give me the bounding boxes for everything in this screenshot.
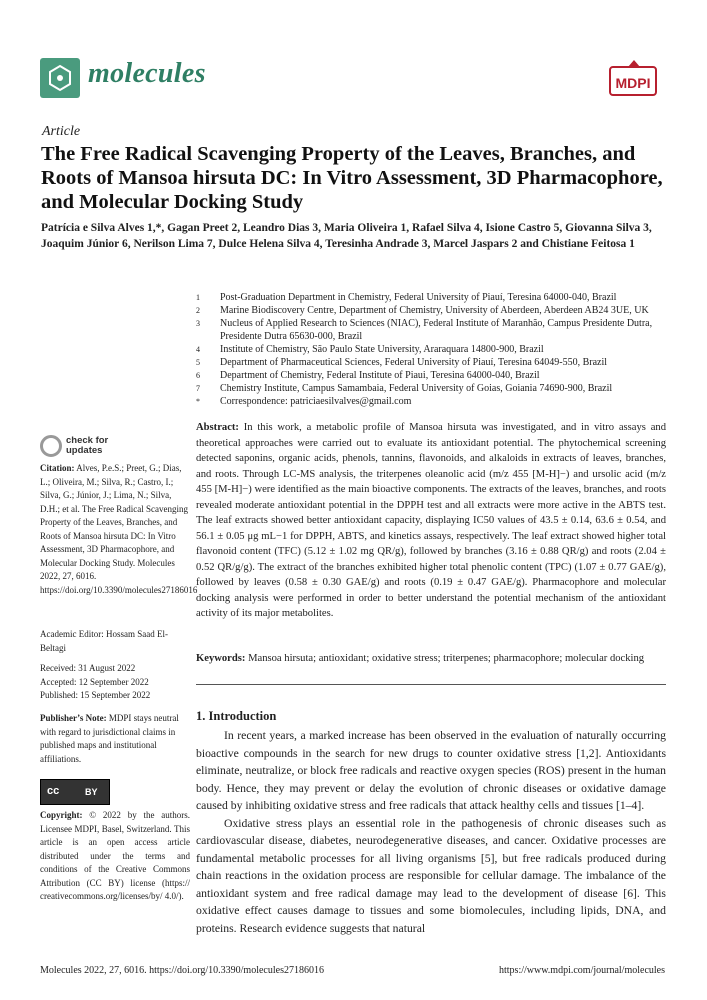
check-for-updates-button[interactable] [40,435,130,459]
abstract [196,420,666,622]
affiliation-item: 4 Institute of Chemistry, São Paulo State University, Araraquara 14800-900, Brazil [196,344,544,355]
affiliation-item: 6 Department of Chemistry, Federal Institute of Piaui, Teresina 64000-040, Brazil [196,370,540,381]
cc-by-license-icon[interactable] [40,779,110,805]
article-title: The Free Radical Scavenging Property of the Leaves, Branches, and Roots of Mansoa hirsuta DC: In Vitro Assessment, 3D Pharmacophore, and Molecular Docking Study [41,143,663,213]
citation-block [40,462,198,597]
abstract-label: Abstract: [196,422,239,433]
journal-logo-icon [40,58,80,98]
affiliations [196,291,666,408]
citation-label: Citation: [40,463,75,473]
affiliation-item: 7 Chemistry Institute, Campus Samambaia, Federal University of Goias, Goiania 74690-900, Brazil [196,383,613,394]
check-updates-label: check for updates [66,435,109,456]
footer-journal-link[interactable]: https://www.mdpi.com/journal/molecules [499,965,665,976]
divider [196,684,666,685]
introduction-body [196,727,666,937]
paragraph: Oxidative stress plays an essential role in the pathogenesis of chronic diseases such as cardiovascular disease, diabetes, neurodegenerative diseases, and cancer. Oxidative processes are fundamental metabolic processes for all living organisms [5], but free radicals produced during chain reactions in the oxidation process are responsible for cellular damage. The imbalance of the antioxidant system and free radical damage may lead to the development of disease [6]. This oxidative effect causes damage to tissues and some biomolecules, including lipids, DNA, and proteins. Research evidence suggests that natural [196,816,666,935]
keywords-label: Keywords: [196,653,246,664]
cc-icon-label: cc [47,785,60,797]
keywords-text: Mansoa hirsuta; antioxidant; oxidative stress; triterpenes; pharmacophore; molecular docking [248,653,645,664]
abstract-text: In this work, a metabolic profile of Mansoa hirsuta was investigated, and in vitro assays and theoretical approaches were carried out to evaluate its antioxidant potential. The phytochemical screening detected saponins, organic acids, phenols, tannins, flavonoids, and alkaloids in extracts of leaves, branches, and roots. Through LC-MS analysis, the triterpenes oleanolic acid (m/z 455 [M-H]−) and ursolic acid (m/z 455 [M-H]−) were identified as the main bioactive components. The extracts of the leaves, branches, and roots revealed moderate antioxidant potential in the DPPH test and all extracts were more active in the ABTS test. The leaf extracts showed better antioxidant capacity, displaying IC50 values of 43.5 ± 0.14, 63.6 ± 0.54, and 56.1 ± 0.05 μg mL−1 for DPPH, ABTS, and kinetics assays, respectively. The leaf extract showed higher total flavonoid content (TFC) (5.12 ± 1.02 mg QR/g), followed by branches (3.16 ± 0.88 QR/g) and roots (2.04 ± 0.52 QR/g/g). The extract of the branches exhibited higher total phenolic content (TPC) (1.07 ± 0.77 GAE/g), followed by leaves (0.58 ± 0.30 GAE/g) and roots (0.19 ± 0.47 GAE/g). Pharmacophore and molecular docking analysis were performed in order to better understand the potential mechanism of the antioxidant activity of its major metabolites. [196,422,666,619]
by-icon-label: BY [85,787,98,797]
journal-name[interactable]: molecules [88,58,206,89]
affiliation-item: 5 Department of Pharmaceutical Sciences, Federal University of Piauí, Teresina 64049-550, Brazil [196,357,608,368]
section-heading: 1. Introduction [196,709,277,723]
citation-text[interactable]: Alves, P.e.S.; Preet, G.; Dias, L.; Oliveira, M.; Silva, R.; Castro, I.; Silva, G.; Júnior, J.; Lima, N.; Silva, D.H.; et al. The Free Radical Scavenging Property of the Leaves, Branches, and Roots of Mansoa hirsuta DC: In Vitro Assessment, 3D Pharmacophore, and Molecular Docking Study. Molecules 2022, 27, 6016. https://doi.org/10.3390/molecules27186016 [40,463,198,595]
accepted-date: Accepted: 12 September 2022 [40,676,149,687]
page-footer [40,965,665,976]
author-list[interactable]: Patrícia e Silva Alves 1,*, Gagan Preet 2, Leandro Dias 3, Maria Oliveira 1, Rafael Silva 4, Isione Castro 5, Giovanna Silva 3, Joaquim Júnior 6, Nerilson Lima 7, Dulce Helena Silva 4, Teresinha Andrade 3, Marcel Jaspars 2 and Chistiane Feitosa 1 [41,222,652,250]
dates-block [40,662,190,703]
paragraph: In recent years, a marked increase has been observed in the evaluation of naturally occurring bioactive compounds in the search for new drugs to counter oxidative stress [1,2]. Antioxidants eliminate, neutralize, or block free radicals and reactive oxygen species (ROS) present in the human body. Hence, they may prevent or delay the evolution of chronic diseases or oxidative damage caused by inhibiting oxidative stress and free radicals that attack healthy cells and tissues [1–4]. [196,729,666,812]
publisher-note: Publisher’s Note: MDPI stays neutral with regard to jurisdictional claims in published maps and institutional affiliations. [40,713,179,764]
article-type: Article [42,124,81,139]
received-date: Received: 31 August 2022 [40,663,136,673]
copyright-block: Copyright: © 2022 by the authors. Licensee MDPI, Basel, Switzerland. This article is an open access article distributed under the terms and conditions of the Creative Commons Attribution (CC BY) license (https:// creativecommons.org/licenses/by/ 4.0/). [40,810,191,901]
footer-citation[interactable]: Molecules 2022, 27, 6016. https://doi.org/10.3390/molecules27186016 [40,965,324,976]
keywords [196,651,666,667]
check-updates-icon [40,435,62,457]
correspondence[interactable]: * Correspondence: patriciaesilvalves@gmail.com [196,396,412,407]
affiliation-item: 3 Nucleus of Applied Research to Sciences (NIAC), Federal Institute of Maranhão, Campus Presidente Dutra, Presidente Dutra 65630-000, Brazil [196,318,653,342]
published-date: Published: 15 September 2022 [40,690,151,700]
affiliation-item: 1 Post-Graduation Department in Chemistry, Federal University of Piauí, Teresina 64000-040, Brazil [196,292,617,303]
affiliation-item: 2 Marine Biodiscovery Centre, Department of Chemistry, University of Aberdeen, Aberdeen AB24 3UE, UK [196,305,649,316]
mdpi-logo[interactable]: MDPI [609,66,657,96]
academic-editor: Academic Editor: Hossam Saad El-Beltagi [40,629,168,653]
